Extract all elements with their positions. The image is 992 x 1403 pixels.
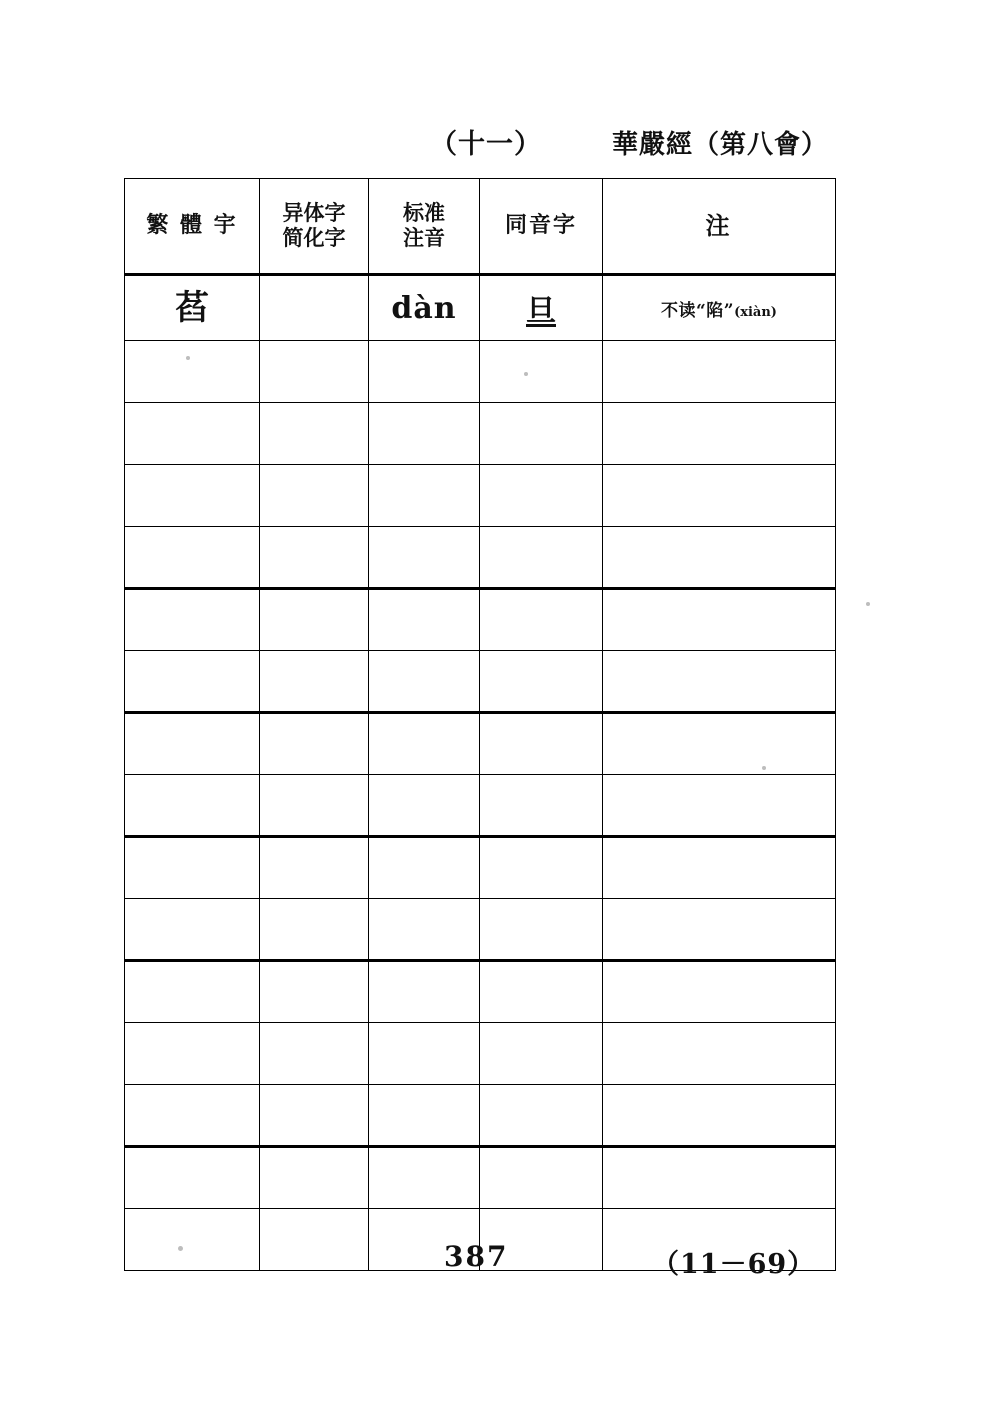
cell-traditional xyxy=(125,713,260,775)
cell-variant xyxy=(260,275,369,341)
cell-note xyxy=(603,1147,836,1209)
homophone-char: 旦 xyxy=(526,294,556,329)
cell-traditional xyxy=(125,275,260,341)
table-row xyxy=(125,899,836,961)
character-table xyxy=(124,178,836,1271)
cell-traditional xyxy=(125,1147,260,1209)
cell-note xyxy=(603,589,836,651)
cell-traditional xyxy=(125,775,260,837)
cell-homophone xyxy=(480,837,603,899)
cell-note xyxy=(603,1085,836,1147)
cell-variant xyxy=(260,775,369,837)
note-main: 不读“陷” xyxy=(661,300,735,321)
table-row xyxy=(125,1147,836,1209)
cell-note xyxy=(603,837,836,899)
cell-variant xyxy=(260,651,369,713)
table-row xyxy=(125,837,836,899)
cell-homophone xyxy=(480,403,603,465)
column-header-pinyin-line1: 标准 xyxy=(403,200,445,226)
cell-pinyin xyxy=(369,403,480,465)
section-number: （十一） xyxy=(430,129,542,160)
cell-pinyin xyxy=(369,837,480,899)
cell-variant xyxy=(260,899,369,961)
cell-traditional xyxy=(125,1085,260,1147)
cell-pinyin xyxy=(369,1085,480,1147)
cell-variant xyxy=(260,527,369,589)
cell-pinyin xyxy=(369,899,480,961)
cell-homophone xyxy=(480,899,603,961)
page-number: 387 xyxy=(444,1240,509,1273)
cell-note xyxy=(603,403,836,465)
cell-homophone xyxy=(480,1085,603,1147)
character-table-wrapper xyxy=(124,178,830,1225)
cell-note xyxy=(603,651,836,713)
cell-variant xyxy=(260,589,369,651)
column-header-pinyin xyxy=(369,179,480,275)
cell-traditional xyxy=(125,527,260,589)
cell-traditional xyxy=(125,403,260,465)
table-row xyxy=(125,1023,836,1085)
cell-variant xyxy=(260,341,369,403)
page-header xyxy=(120,122,880,168)
cell-traditional xyxy=(125,651,260,713)
cell-traditional xyxy=(125,589,260,651)
cell-homophone xyxy=(480,713,603,775)
column-header-variant-line2: 简化字 xyxy=(282,225,346,250)
note-pinyin: (xiàn) xyxy=(734,304,777,320)
cell-pinyin xyxy=(369,651,480,713)
table-row xyxy=(125,775,836,837)
cell-homophone xyxy=(480,589,603,651)
cell-variant xyxy=(260,961,369,1023)
pinyin-text: dàn xyxy=(391,290,457,326)
table-row xyxy=(125,275,836,341)
cell-pinyin xyxy=(369,1023,480,1085)
cell-pinyin xyxy=(369,961,480,1023)
cell-pinyin xyxy=(369,527,480,589)
cell-note xyxy=(603,527,836,589)
cell-pinyin xyxy=(369,465,480,527)
cell-traditional xyxy=(125,961,260,1023)
table-row xyxy=(125,961,836,1023)
cell-homophone xyxy=(480,961,603,1023)
scan-speck xyxy=(762,766,766,770)
cell-note xyxy=(603,775,836,837)
cell-note xyxy=(603,341,836,403)
table-row xyxy=(125,713,836,775)
cell-homophone xyxy=(480,275,603,341)
cell-traditional xyxy=(125,465,260,527)
cell-pinyin xyxy=(369,713,480,775)
cell-variant xyxy=(260,465,369,527)
scan-speck xyxy=(866,602,870,606)
table-row xyxy=(125,527,836,589)
cell-variant xyxy=(260,837,369,899)
table-row xyxy=(125,403,836,465)
cell-homophone xyxy=(480,341,603,403)
cell-note xyxy=(603,275,836,341)
cell-homophone xyxy=(480,465,603,527)
cell-homophone xyxy=(480,651,603,713)
cell-variant xyxy=(260,713,369,775)
cell-traditional xyxy=(125,899,260,961)
cell-homophone xyxy=(480,527,603,589)
table-row xyxy=(125,341,836,403)
column-header-note: 注 xyxy=(603,179,836,275)
cell-variant xyxy=(260,1147,369,1209)
cell-note xyxy=(603,713,836,775)
table-row xyxy=(125,589,836,651)
column-header-variant-line1: 异体字 xyxy=(282,200,346,226)
cell-homophone xyxy=(480,1147,603,1209)
folio-reference: （11－69） xyxy=(652,1249,816,1280)
table-row xyxy=(125,651,836,713)
page-title: 華嚴經（第八會） xyxy=(612,130,829,160)
cell-note xyxy=(603,961,836,1023)
cell-variant xyxy=(260,1023,369,1085)
column-header-variant xyxy=(260,179,369,275)
cell-pinyin xyxy=(369,275,480,341)
page-footer xyxy=(124,1240,864,1284)
cell-pinyin xyxy=(369,341,480,403)
scan-speck xyxy=(178,1246,183,1251)
cell-pinyin xyxy=(369,589,480,651)
traditional-char: 萏 xyxy=(175,288,209,328)
cell-variant xyxy=(260,403,369,465)
table-header-row xyxy=(125,179,836,275)
table-row xyxy=(125,465,836,527)
table-row xyxy=(125,1085,836,1147)
scan-speck xyxy=(524,372,528,376)
cell-variant xyxy=(260,1085,369,1147)
cell-traditional xyxy=(125,837,260,899)
column-header-traditional: 繁 體 宇 xyxy=(125,179,260,275)
cell-traditional xyxy=(125,341,260,403)
cell-note xyxy=(603,899,836,961)
cell-homophone xyxy=(480,775,603,837)
cell-note xyxy=(603,1023,836,1085)
cell-traditional xyxy=(125,1023,260,1085)
column-header-homophone: 同音字 xyxy=(480,179,603,275)
cell-note xyxy=(603,465,836,527)
cell-pinyin xyxy=(369,775,480,837)
column-header-pinyin-line2: 注音 xyxy=(403,225,445,250)
cell-homophone xyxy=(480,1023,603,1085)
cell-pinyin xyxy=(369,1147,480,1209)
scan-speck xyxy=(186,356,190,360)
